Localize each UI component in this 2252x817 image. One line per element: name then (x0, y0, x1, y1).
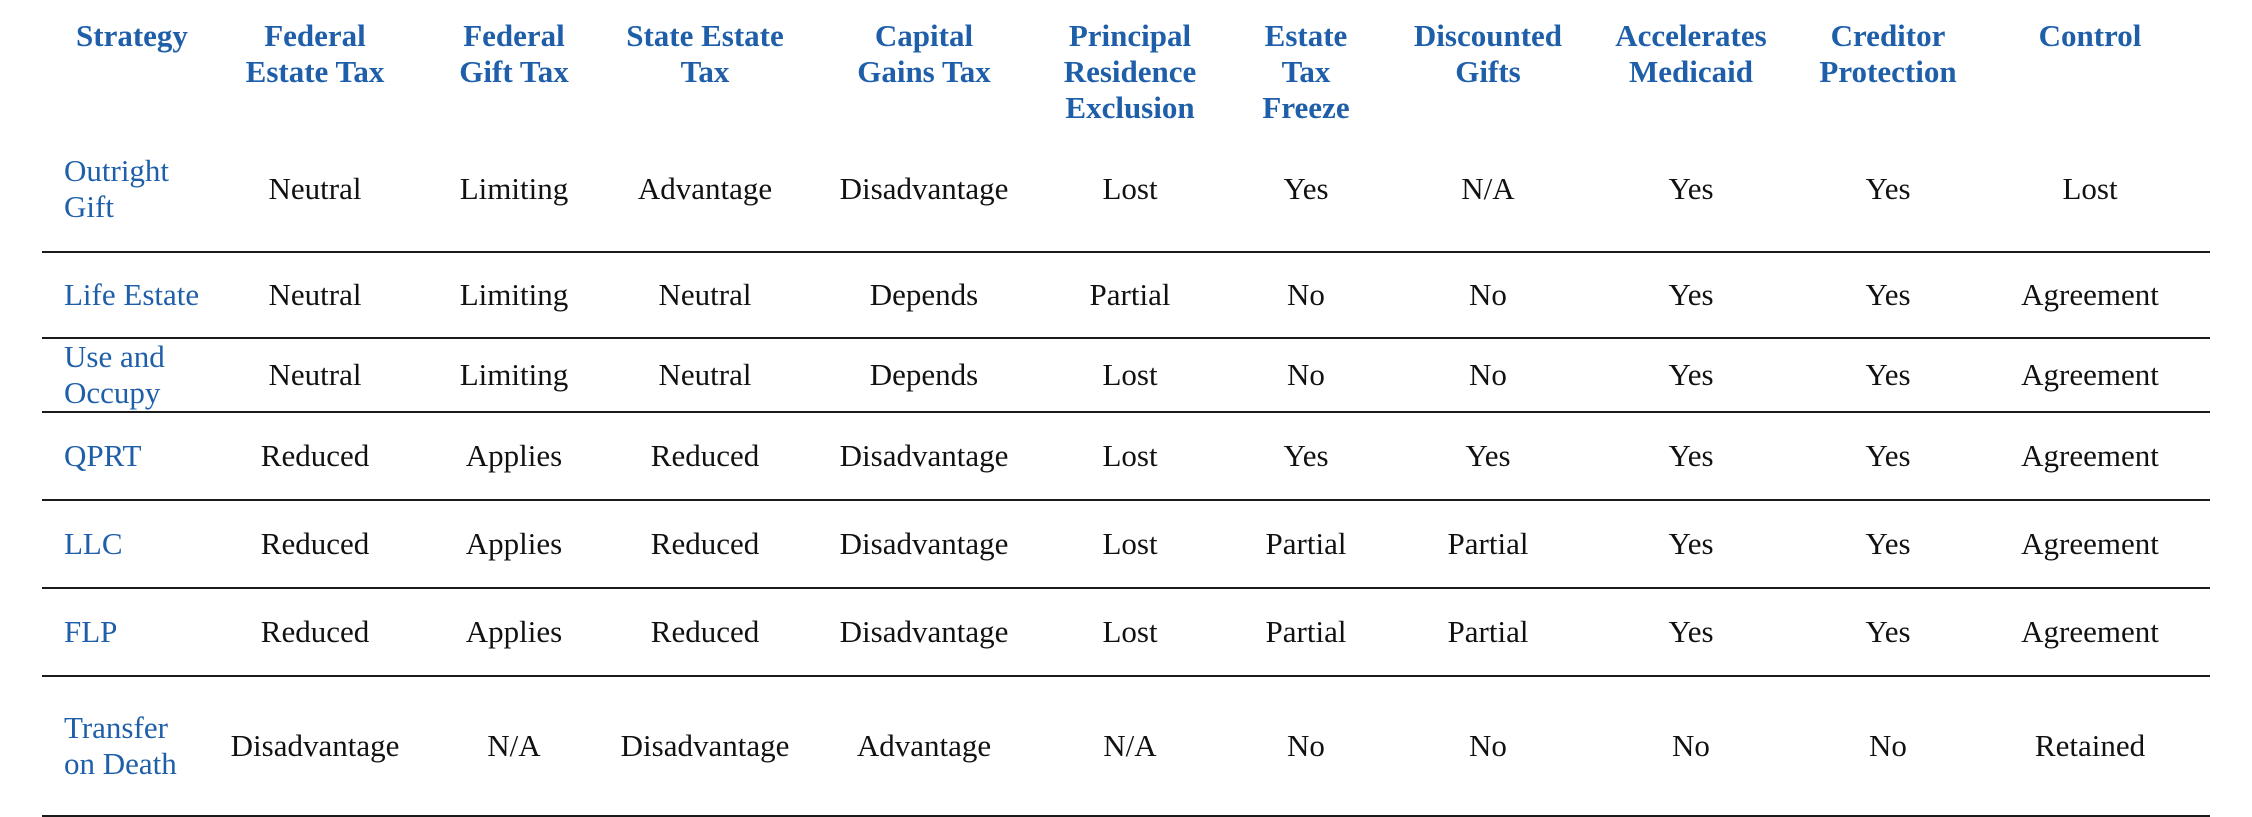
col-header-capital-gains-tax (800, 0, 1048, 126)
table-cell: Agreement (2021, 614, 2159, 649)
table-cell: No (1672, 728, 1710, 763)
header-line: Medicaid (1629, 54, 1753, 89)
header-line: Estate (1264, 18, 1348, 53)
strategy-line: Gift (64, 188, 114, 224)
table-cell: N/A (1461, 170, 1515, 206)
strategy-cell (42, 500, 212, 588)
table-cell: Reduced (650, 438, 760, 473)
header-line: Principal (1068, 18, 1192, 53)
table-cell: Reduced (260, 438, 370, 473)
table-cell: No (1287, 277, 1325, 312)
strategy-cell (42, 252, 212, 338)
col-header-state-estate-tax (610, 0, 800, 126)
table-cell: Yes (1865, 526, 1911, 561)
table-cell: N/A (1103, 728, 1157, 763)
table-cell: Agreement (2021, 357, 2159, 392)
header-line: Federal (463, 18, 565, 53)
strategy-cell (42, 338, 212, 412)
header-line: Estate Tax (245, 54, 385, 89)
header-line: Gains Tax (857, 54, 991, 89)
table-cell: Agreement (2021, 526, 2159, 561)
table-row (42, 126, 2210, 252)
strategy-cell (42, 126, 212, 252)
header-line: Discounted (1413, 18, 1563, 53)
table-cell: Retained (2034, 728, 2146, 763)
table-cell: Yes (1668, 614, 1714, 649)
table-cell: Disadvantage (230, 728, 400, 763)
table-cell: Limiting (459, 357, 569, 392)
table-cell: Limiting (459, 277, 569, 312)
table-cell: Applies (465, 526, 563, 561)
table-cell: Neutral (268, 357, 362, 392)
col-header-accelerates-medicaid (1576, 0, 1806, 126)
col-header-control (1970, 0, 2210, 126)
table-row (42, 500, 2210, 588)
table-cell: No (1869, 728, 1907, 763)
table-cell: Lost (1102, 170, 1158, 206)
table-cell: Disadvantage (839, 438, 1009, 473)
table-cell: Neutral (658, 277, 752, 312)
table-cell: Advantage (637, 170, 773, 206)
table-cell: Yes (1865, 438, 1911, 473)
table-cell: No (1287, 357, 1325, 392)
table-cell: Partial (1265, 526, 1347, 561)
table-cell: Lost (1102, 438, 1158, 473)
table-cell: Lost (1102, 357, 1158, 392)
table-cell: Reduced (260, 526, 370, 561)
strategy-cell (42, 676, 212, 816)
table-cell: Yes (1668, 170, 1714, 206)
table-cell: Yes (1283, 438, 1329, 473)
table-cell: Neutral (658, 357, 752, 392)
table-cell: No (1469, 728, 1507, 763)
table-cell: Disadvantage (839, 170, 1009, 206)
table-cell: Yes (1865, 277, 1911, 312)
table-cell: Advantage (856, 728, 992, 763)
table-cell: Partial (1447, 614, 1529, 649)
strategy-line: FLP (64, 614, 118, 649)
table-cell: Applies (465, 614, 563, 649)
table-cell: Yes (1668, 438, 1714, 473)
header-line: Capital (874, 18, 974, 53)
header-line: Strategy (76, 18, 188, 53)
table-cell: No (1469, 357, 1507, 392)
table-cell: Lost (2062, 170, 2118, 206)
header-line: Residence (1063, 54, 1197, 89)
strategy-cell (42, 412, 212, 500)
table-cell: No (1287, 728, 1325, 763)
strategy-line: Use and (64, 339, 165, 374)
table-cell: Yes (1865, 357, 1911, 392)
table-cell: Reduced (650, 526, 760, 561)
strategy-line: QPRT (64, 438, 142, 473)
header-line: Exclusion (1065, 90, 1195, 125)
table-cell: Disadvantage (620, 728, 790, 763)
strategy-line: Occupy (64, 375, 161, 410)
table-cell: Yes (1865, 170, 1911, 206)
table-cell: N/A (487, 728, 541, 763)
table-cell: Yes (1283, 170, 1329, 206)
table-cell: Yes (1668, 526, 1714, 561)
header-line: Federal (264, 18, 366, 53)
strategy-comparison-table (42, 0, 2210, 817)
table-cell: Yes (1668, 277, 1714, 312)
header-line: Freeze (1262, 90, 1350, 125)
table-cell: Limiting (459, 170, 569, 206)
table-cell: Depends (869, 357, 979, 392)
table-cell: Neutral (268, 170, 362, 206)
strategy-line: Transfer (64, 710, 168, 745)
table-cell: Partial (1089, 277, 1171, 312)
col-header-federal-gift-tax (418, 0, 610, 126)
strategy-cell (42, 588, 212, 676)
col-header-estate-tax-freeze (1212, 0, 1400, 126)
header-line: State Estate (626, 18, 784, 53)
table-cell: Partial (1447, 526, 1529, 561)
col-header-strategy (42, 0, 212, 126)
strategy-line: Life Estate (64, 277, 200, 312)
table-row (42, 588, 2210, 676)
header-line: Gifts (1455, 54, 1521, 89)
table-cell: Lost (1102, 526, 1158, 561)
table-row (42, 252, 2210, 338)
col-header-discounted-gifts (1400, 0, 1576, 126)
table-cell: Agreement (2021, 277, 2159, 312)
table-cell: Neutral (268, 277, 362, 312)
table-cell: Reduced (260, 614, 370, 649)
table-cell: Depends (869, 277, 979, 312)
table-cell: Yes (1668, 357, 1714, 392)
table-cell: Applies (465, 438, 563, 473)
table-cell: No (1469, 277, 1507, 312)
header-line: Accelerates (1615, 18, 1767, 53)
header-line: Control (2038, 18, 2142, 53)
strategy-line: on Death (64, 746, 177, 781)
strategy-line: Outright (64, 152, 170, 188)
header-row (42, 0, 2210, 126)
table-row (42, 676, 2210, 816)
strategy-line: LLC (64, 526, 123, 561)
strategy-comparison-table-container (42, 0, 2210, 817)
header-line: Creditor (1830, 18, 1946, 53)
table-cell: Yes (1465, 438, 1511, 473)
table-cell: Yes (1865, 614, 1911, 649)
table-cell: Disadvantage (839, 526, 1009, 561)
col-header-principal-residence-exclusion (1048, 0, 1212, 126)
col-header-creditor-protection (1806, 0, 1970, 126)
col-header-federal-estate-tax (212, 0, 418, 126)
table-cell: Disadvantage (839, 614, 1009, 649)
header-line: Tax (1281, 54, 1331, 89)
table-cell: Reduced (650, 614, 760, 649)
table-body (42, 126, 2210, 816)
table-row (42, 412, 2210, 500)
table-cell: Agreement (2021, 438, 2159, 473)
header-line: Gift Tax (459, 54, 569, 89)
header-line: Protection (1819, 54, 1957, 89)
table-cell: Lost (1102, 614, 1158, 649)
table-row (42, 338, 2210, 412)
header-line: Tax (680, 54, 730, 89)
table-cell: Partial (1265, 614, 1347, 649)
